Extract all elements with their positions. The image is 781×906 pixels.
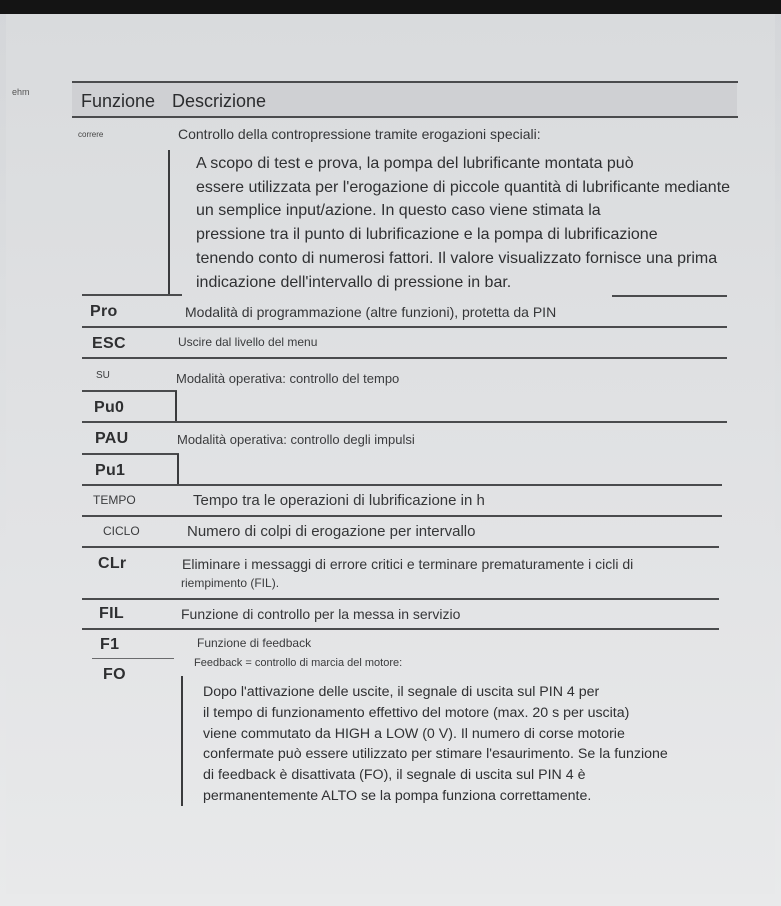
row-rule	[92, 658, 174, 659]
function-description: Uscire dal livello del menu	[178, 335, 318, 349]
paragraph-line: un semplice input/azione. In questo caso viene stimata la	[196, 202, 601, 220]
function-code: ESC	[92, 335, 126, 352]
row-rule	[82, 294, 182, 296]
header-bottom-rule	[72, 116, 738, 118]
paragraph-line: di feedback è disattivata (FO), il segnale di uscita sul PIN 4 è	[203, 767, 586, 784]
paragraph-line: tenendo conto di numerosi fattori. Il valore visualizzato fornisce una prima	[196, 249, 718, 267]
function-description: Feedback = controllo di marcia del motore:	[194, 657, 403, 669]
row-rule	[82, 453, 179, 455]
function-code: Pu0	[94, 399, 125, 416]
function-code: TEMPO	[93, 493, 136, 507]
row-rule	[82, 326, 727, 328]
row-rule	[82, 546, 719, 548]
paragraph-bar	[181, 676, 183, 806]
function-description: Controllo della contropressione tramite erogazioni speciali:	[178, 126, 541, 142]
function-description: Tempo tra le operazioni di lubrificazione in h	[193, 492, 485, 509]
function-description: Eliminare i messaggi di errore critici e terminare prematuramente i cicli di	[182, 556, 634, 572]
header-description: Descrizione	[172, 91, 267, 111]
cell-border	[175, 391, 177, 422]
paragraph-line: permanentemente ALTO se la pompa funziona correttamente.	[203, 787, 592, 804]
paragraph-block	[203, 682, 668, 807]
row-rule	[82, 357, 727, 359]
paragraph-line: essere utilizzata per l'erogazione di piccole quantità di lubrificante mediante	[196, 178, 731, 196]
function-description: Modalità operativa: controllo degli impulsi	[177, 432, 415, 447]
row-rule	[82, 598, 719, 600]
row-rule	[82, 390, 177, 392]
function-code: CLr	[98, 555, 127, 572]
function-description: Funzione di feedback	[197, 636, 312, 650]
function-code: Pu1	[95, 462, 126, 479]
function-code: CICLO	[103, 524, 140, 538]
function-description: Funzione di controllo per la messa in servizio	[181, 606, 461, 622]
paragraph-block	[196, 152, 730, 294]
margin-note: ehm	[12, 87, 30, 97]
row-rule	[82, 421, 727, 423]
function-code: F1	[100, 636, 120, 653]
function-description: Modalità operativa: controllo del tempo	[176, 371, 400, 386]
function-description-cont: riempimento (FIL).	[181, 576, 280, 590]
function-code: Pro	[90, 303, 118, 320]
paragraph-bar	[168, 150, 170, 295]
paragraph-line: Dopo l'attivazione delle uscite, il segnale di uscita sul PIN 4 per	[203, 684, 600, 700]
row-rule	[612, 295, 727, 297]
cell-border	[177, 454, 179, 484]
function-code: PAU	[95, 430, 129, 447]
header-function: Funzione	[81, 91, 156, 111]
paragraph-line: confermate può essere utilizzato per stimare l'esaurimento. Se la funzione	[203, 746, 668, 763]
paragraph-line: indicazione dell'intervallo di pressione in bar.	[196, 273, 512, 291]
paragraph-line: A scopo di test e prova, la pompa del lubrificante montata può	[196, 155, 634, 172]
function-code: FO	[103, 666, 126, 683]
top-dark-border	[0, 0, 781, 14]
row-rule	[82, 628, 719, 630]
paragraph-line: viene commutato da HIGH a LOW (0 V). Il numero di corse motorie	[203, 725, 625, 742]
function-code: FIL	[99, 605, 124, 622]
row-rule	[82, 515, 722, 517]
paragraph-line: pressione tra il punto di lubrificazione e la pompa di lubrificazione	[196, 226, 658, 244]
function-code: SU	[96, 370, 110, 381]
row-rule	[82, 484, 722, 486]
function-description: Numero di colpi di erogazione per intervallo	[187, 523, 476, 540]
function-description: Modalità di programmazione (altre funzioni), protetta da PIN	[185, 304, 557, 320]
function-code: correre	[78, 130, 104, 139]
paragraph-line: il tempo di funzionamento effettivo del motore (max. 20 s per uscita)	[203, 704, 630, 721]
